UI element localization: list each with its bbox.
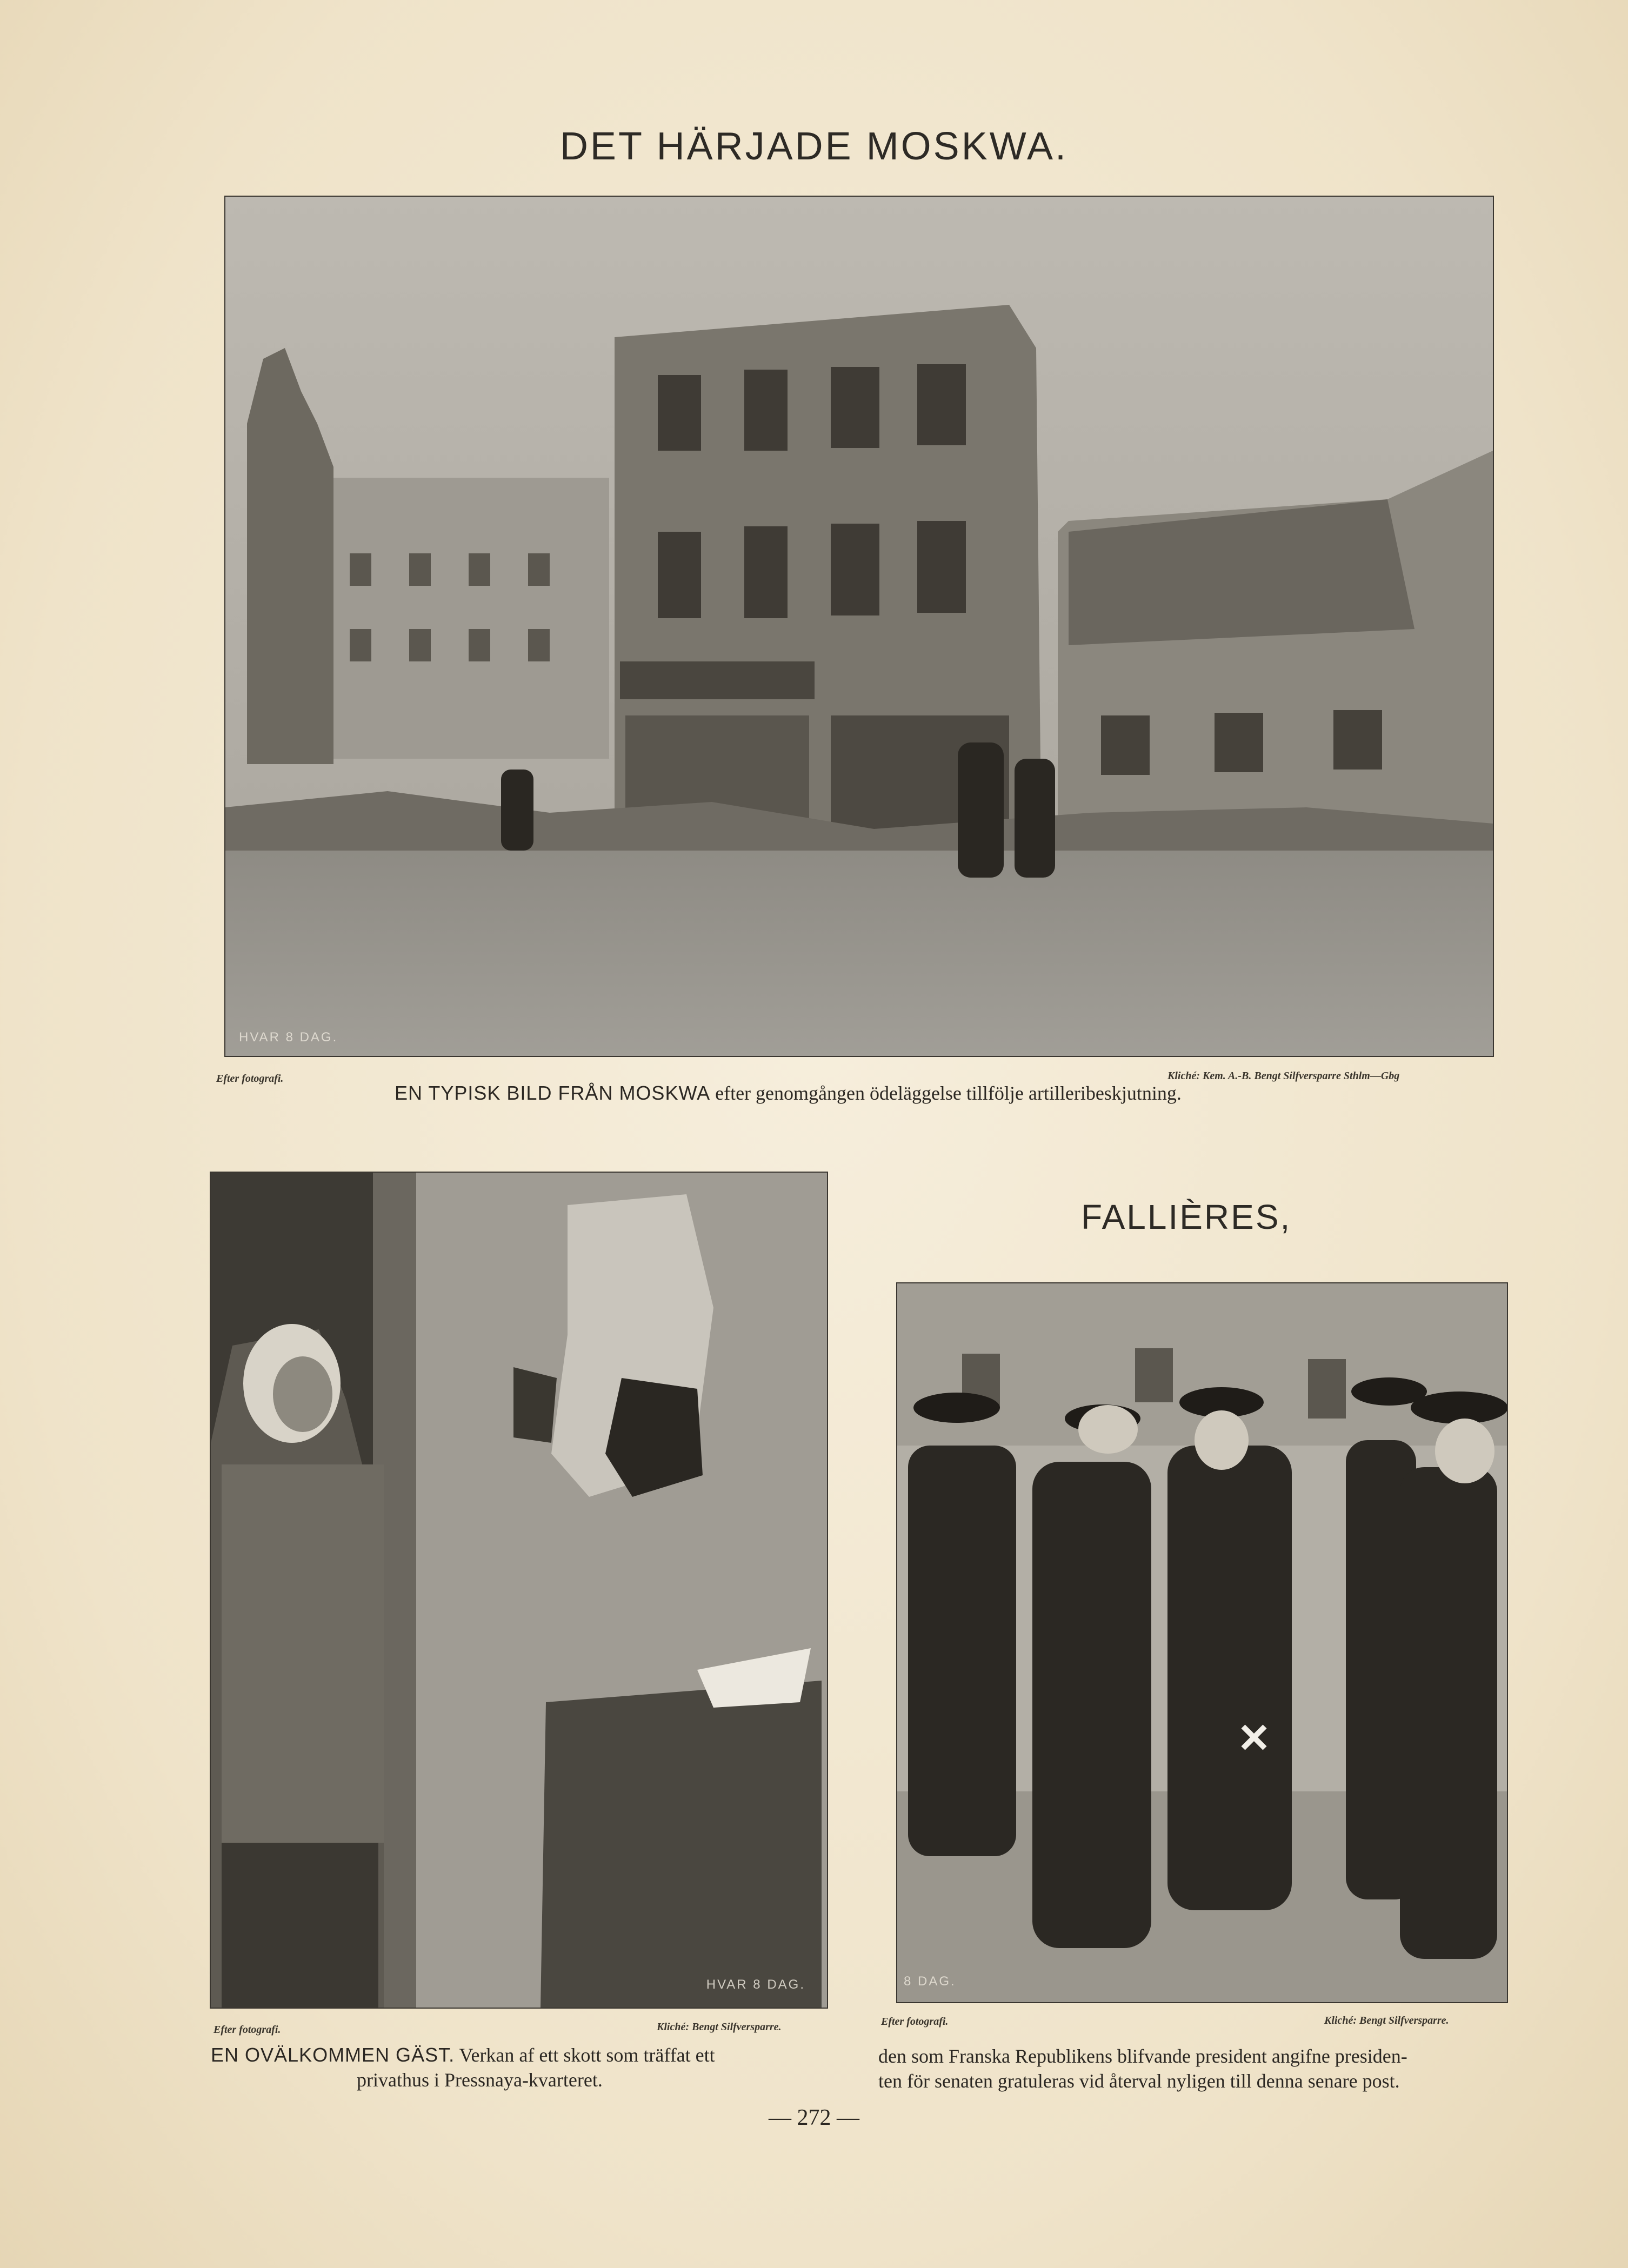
right-photo-caption-line1: den som Franska Republikens blifvande president angifne presiden- [878, 2045, 1407, 2067]
top-photo-credit-right: Kliché: Kem. A.-B. Bengt Silfversparre Sthlm—Gbg [1167, 1070, 1400, 1082]
right-photo-credit-left: Efter fotografi. [881, 2016, 949, 2028]
page-headline: DET HÄRJADE MOSKWA. [559, 125, 1069, 168]
fallieres-heading: FALLIÈRES, [1081, 1197, 1292, 1236]
left-photo-woman-and-wall [210, 1172, 828, 2009]
top-photo-ruined-buildings [224, 196, 1494, 1057]
page-number: — 272 — [769, 2105, 859, 2130]
left-photo-watermark: HVAR 8 DAG. [706, 1977, 805, 1992]
left-photo-credit-right: Kliché: Bengt Silfversparre. [657, 2021, 782, 2033]
top-photo-caption-caps: EN TYPISK BILD FRÅN MOSKWA [395, 1082, 711, 1104]
top-photo-watermark: HVAR 8 DAG. [239, 1030, 338, 1045]
right-photo-credit-right: Kliché: Bengt Silfversparre. [1324, 2015, 1449, 2026]
left-photo-caption-line2: privathus i Pressnaya-kvarteret. [357, 2069, 603, 2091]
left-photo-credit-left: Efter fotografi. [213, 2024, 281, 2036]
top-photo-caption [395, 1081, 1530, 1106]
left-photo-caption-line1: Verkan af ett skott som träffat ett [459, 2044, 715, 2066]
shell-damaged-room-illustration [211, 1173, 827, 2008]
right-photo-caption [878, 2044, 1516, 2093]
right-photo-watermark: 8 DAG. [904, 1974, 956, 1989]
right-photo-caption-line2: ten för senaten gratuleras vid återval nyligen till denna senare post. [878, 2070, 1400, 2092]
top-photo-caption-text: efter genomgången ödeläggelse tillfölje artilleribeskjutning. [715, 1082, 1182, 1104]
group-of-men-illustration [897, 1283, 1507, 2002]
left-photo-caption [211, 2043, 838, 2092]
ruined-street-illustration [225, 197, 1493, 1056]
right-photo-group-of-men [896, 1282, 1508, 2003]
left-photo-caption-caps: EN OVÄLKOMMEN GÄST. [211, 2044, 455, 2066]
top-photo-credit-left: Efter fotografi. [216, 1073, 284, 1085]
